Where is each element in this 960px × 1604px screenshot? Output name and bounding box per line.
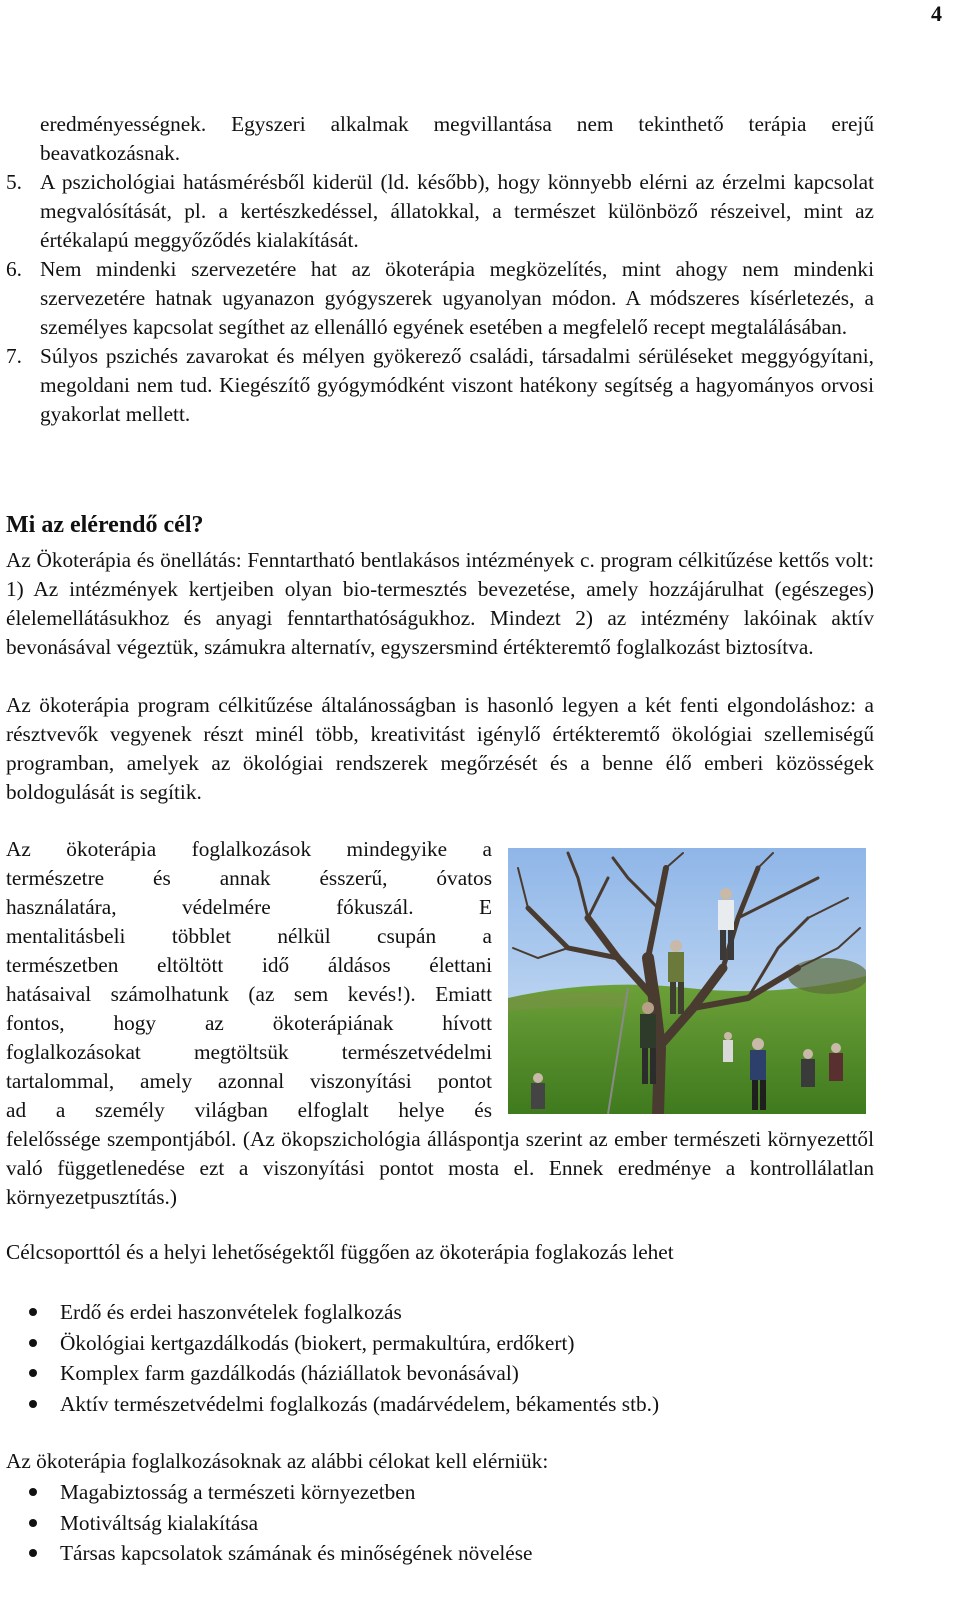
float-line: használatára, védelmére fókuszál. E — [6, 895, 492, 919]
activities-list — [6, 1297, 874, 1419]
list-item-text: Erdő és erdei haszonvételek foglalkozás — [60, 1300, 402, 1324]
bullet-icon — [6, 1508, 60, 1539]
list-item-text: Komplex farm gazdálkodás (háziállatok bevonásával) — [60, 1361, 519, 1385]
list-item-text: Nem mindenki szervezetére hat az ökoterápia megközelítés, mint ahogy nem mindenki szervezetére hatnak ugyanazon gyógyszerek ugyanolyan módon. A módszeres kísérletezés, a személyes kapcsolat segíthet az ellenálló egyének esetében a megfelelő recept megtalálásában. — [40, 257, 874, 339]
goals-list — [6, 1477, 874, 1569]
list-item — [6, 1358, 874, 1389]
list-item — [6, 342, 874, 429]
float-paragraph — [6, 835, 492, 1125]
list-item — [6, 1297, 874, 1328]
bullet-icon — [6, 1477, 60, 1508]
float-line: hatásaival számolhatunk (az sem kevés!). Emiatt — [6, 982, 492, 1006]
float-line: természetben eltöltött idő áldásos élettani — [6, 953, 492, 977]
list-item — [6, 168, 874, 255]
goal-paragraph-1: Az Ökoterápia és önellátás: Fenntartható bentlakásos intézmények c. program célkitűzése kettős volt: 1) Az intézmények kertjeiben olyan bio-termesztés bevezetése, amely hozzájárulhat (egészeges) élelemellátásukhoz és anyagi fenntarthatóságukhoz. Mindezt 2) az intézmény lakóinak aktív bevonásával végeztük, számukra alternatív, egyszersmind értékteremtő foglalkozást biztosítva. — [6, 548, 874, 659]
page-number: 4 — [931, 1, 942, 26]
list-item-number: 7. — [6, 344, 22, 368]
float-line: természetre és annak ésszerű, óvatos — [6, 866, 492, 890]
intro-continuation: eredményességnek. Egyszeri alkalmak megvillantása nem tekinthető terápia erejű — [40, 112, 874, 136]
float-line: ad a személy világban elfoglalt helye és — [6, 1098, 492, 1122]
list-item-text: Aktív természetvédelmi foglalkozás (madárvédelem, békamentés stb.) — [60, 1391, 660, 1416]
float-paragraph-continuation: felelőssége szempontjából. (Az ökopszichológia álláspontja szerint az ember természeti környezettől való függetlenedése ezt a viszonyítási pontot mosta el. Ennek eredménye a kontrollálatlan környezetpusztítás.) — [6, 1127, 874, 1209]
list-item-text: Motiváltság kialakítása — [60, 1510, 259, 1535]
bullet-icon — [6, 1328, 60, 1359]
list-item — [6, 1389, 874, 1420]
intro-continuation-end: beavatkozásnak. — [40, 141, 181, 165]
list-item-text: A pszichológiai hatásmérésből kiderül (ld. később), hogy könnyebb elérni az érzelmi kapcsolat megvalósítását, pl. a kertészkedéssel, állatokkal, a természet különböző részeivel, mint az értékalapú meggyőződés kialakítását. — [40, 170, 874, 252]
tree-pruning-photo — [508, 848, 866, 1114]
list-item — [6, 255, 874, 342]
list-item — [6, 1477, 874, 1508]
list-item-number: 6. — [6, 257, 22, 281]
float-line: foglalkozásokat megtöltsük természetvédelmi — [6, 1040, 492, 1064]
list-item-text: Társas kapcsolatok számának és minőségének növelése — [60, 1541, 533, 1565]
bullet-icon — [6, 1538, 60, 1569]
float-line: mentalitásbeli többlet nélkül csupán a — [6, 924, 492, 948]
numbered-list-section — [6, 110, 874, 429]
float-line: Az ökoterápia foglalkozások mindegyike a — [6, 837, 492, 861]
list-item-text: Magabiztosság a természeti környezetben — [60, 1480, 416, 1504]
activities-intro: Célcsoporttól és a helyi lehetőségektől függően az ökoterápia foglakozás lehet — [6, 1240, 674, 1264]
bullet-icon — [6, 1358, 60, 1389]
goals-intro: Az ökoterápia foglalkozásoknak az alábbi célokat kell elérniük: — [6, 1449, 549, 1473]
list-item — [6, 1508, 874, 1539]
float-line: fontos, hogy az ökoterápiának hívott — [6, 1011, 492, 1035]
bullet-icon — [6, 1389, 60, 1420]
list-item — [6, 1538, 874, 1569]
list-item-number: 5. — [6, 170, 22, 194]
section-heading: Mi az elérendő cél? — [6, 512, 204, 538]
list-item — [6, 1328, 874, 1359]
list-item-text: Ökológiai kertgazdálkodás (biokert, permakultúra, erdőkert) — [60, 1330, 575, 1355]
bullet-icon — [6, 1297, 60, 1328]
goal-paragraph-2: Az ökoterápia program célkitűzése általánosságban is hasonló legyen a két fenti elgondoláshoz: a résztvevők vegyenek részt minél több, kreativitást igénylő értékteremtő ökológiai szellemiségű programban, amelyek az ökológiai rendszerek megőrzését és a benne élő emberi közösségek boldogulását is segítik. — [6, 693, 874, 804]
float-line: tartalommal, amely azonnal viszonyítási pontot — [6, 1069, 492, 1093]
list-item-text: Súlyos pszichés zavarokat és mélyen gyökerező családi, társadalmi sérüléseket meggyógyítani, megoldani nem tud. Kiegészítő gyógymódként viszont hatékony segítség a hagyományos orvosi gyakorlat mellett. — [40, 344, 874, 426]
